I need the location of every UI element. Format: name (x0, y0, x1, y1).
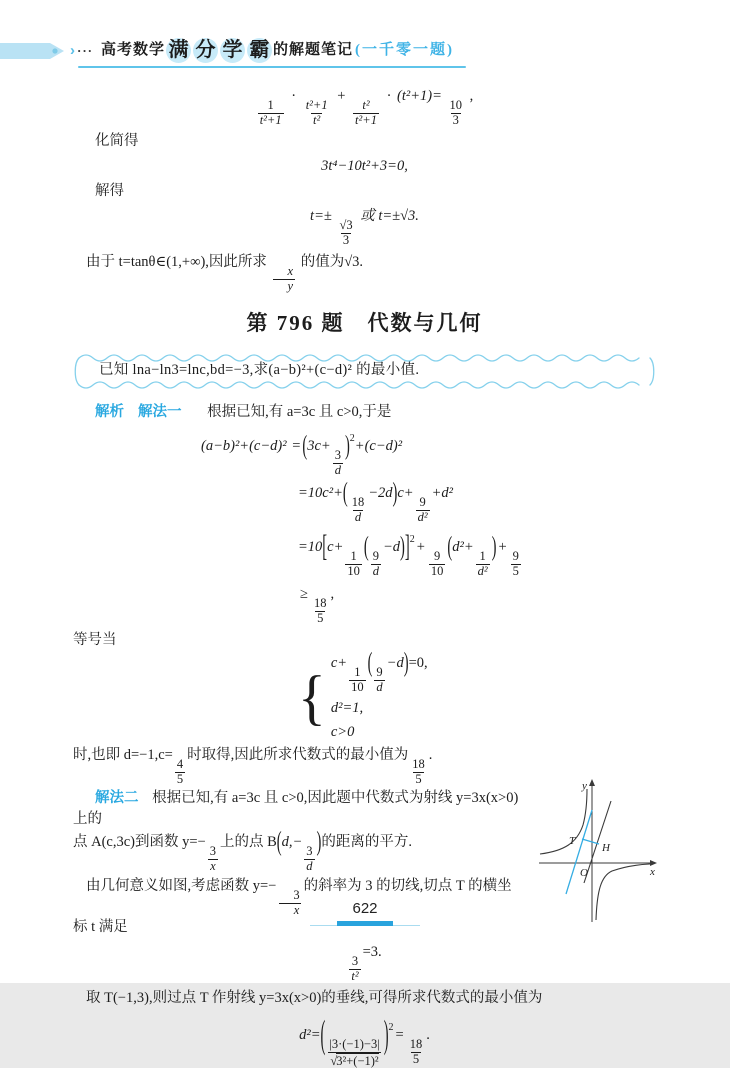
derivation-method1 (201, 428, 656, 625)
header-badge-char: 分 (193, 38, 218, 63)
header-underline (78, 66, 466, 68)
label-origin: O (580, 867, 588, 880)
derivation-line-2: =10c²+( $\frac{18}{d}$ −2d)c+ $\frac{9}{\text{d²}}$ +d² (298, 478, 453, 524)
derivation-line-1: (a−b)²+(c−d)² = (3c+ $\frac{3}{d}$ )$^2$+(c−d)² (201, 431, 403, 478)
text-equality-when: 等号当 (73, 632, 117, 649)
equation-system (298, 648, 656, 742)
method1-intro: 根据已知,有 a=3c 且 c>0,于是 (207, 404, 392, 421)
label-x-axis: x (650, 866, 655, 879)
final-equation: d²=( $\frac{|3\cdot(-1)-3|}{\text{√3²+(−1)²}}$ )$^2$ = $\frac{18}{5}$ . (299, 1014, 430, 1068)
header-title-mid: 的解题笔记 (273, 42, 354, 58)
equation-2: 3t⁴−10t²+3=0, (321, 158, 408, 175)
header-title-prefix: 高考数学 (101, 42, 166, 58)
y-axis-arrow-icon (589, 779, 595, 786)
method1-intro-line (73, 402, 656, 423)
page-number: 622 (352, 900, 378, 917)
hyperbola-left-branch (540, 789, 587, 854)
method2-geometry-line: 由几何意义如图,考虑函数 y=− $\frac{3}{x}$ 的斜率为 3 的切线,切点 T 的横坐标 t 满足 (73, 877, 512, 936)
header-dots: ··· (77, 43, 94, 58)
method2-line-2: 点 A(c,3c)到函数 y=− $\frac{3}{x}$ 上的点 B(d,− $\frac{3}{d}$ )的距离的平方. (73, 827, 413, 874)
chevron-icon: › (70, 42, 75, 59)
label-point-T: T (569, 835, 576, 848)
header-title-paren: (一千零一题) (355, 42, 455, 58)
method2-final-text: 取 T(−1,3),则过点 T 作射线 y=3x(x>0)的垂线,可得所求代数式的最小值为 (86, 989, 543, 1006)
problem-statement: 已知 lna−ln3=lnc,bd=−3,求(a−b)²+(c−d)² 的最小值. (99, 362, 420, 379)
text-simplify: 化简得 (95, 133, 139, 150)
text-conclusion-prev: 由于 t=tanθ∈(1,+∞),因此所求 $\frac{x}{y}$ 的值为√3. (86, 253, 364, 293)
problem-title: 第 796 题 代数与几何 (246, 311, 483, 336)
method2-label: 解法二 (95, 790, 139, 807)
header-badge-char: 学 (220, 38, 245, 63)
label-y-axis: y (582, 780, 587, 793)
header-badge-char: 满 (166, 38, 191, 63)
label-point-H: H (602, 842, 610, 855)
text-solve: 解得 (95, 183, 124, 200)
page-footer (0, 898, 730, 927)
system-eq-1: c+ $\frac{1}{10}$ ( $\frac{9}{d}$ −d)=0, (330, 648, 428, 695)
system-eq-3: c>0 (330, 723, 355, 740)
page-number-underline (310, 921, 420, 927)
equation-1: $\frac{1}{\text{t²+1}}$ · $\frac{\text{t²+1}}{\text{t²}}$ + $\frac{\text{t²}}{\text{t²+1}}$ · (t²+1)= $\frac{10}{3}$ , (259, 88, 474, 127)
method1-label: 解法一 (138, 404, 182, 421)
equation-3: t=± $\frac{√3}{3}$ 或 t=±√3. (310, 208, 419, 248)
header-arrow-icon (0, 40, 68, 62)
page-header (0, 0, 730, 72)
perpendicular-segment (582, 839, 599, 844)
tangent-line (566, 810, 592, 894)
method2-line-1: 解法二 根据已知,有 a=3c 且 c>0,因此题中代数式为射线 y=3x(x>0)上的 (73, 790, 519, 828)
header-badge-char: 霸 (247, 38, 272, 63)
tangent-condition-equation: $\frac{3}{\text{t²}}$ =3. (351, 944, 382, 984)
analysis-label: 解析 (95, 404, 124, 421)
method1-conclusion: 时,也即 d=−1,c= $\frac{4}{5}$ 时取得,因此所求代数式的最小值为 $\frac{18}{5}$ . (73, 746, 433, 786)
problem-box (73, 350, 656, 392)
system-eq-2: d²=1, (330, 699, 364, 716)
derivation-line-3: =10[c+ $\frac{1}{10}$ ( $\frac{9}{d}$ −d)]$^2$ + $\frac{9}{10}$ (d²+ $\frac{1}{\text{d²}}$ ) + $\frac{9}{5}$ (298, 531, 519, 579)
derivation-line-4: ≥ $\frac{18}{5}$ , (300, 585, 335, 625)
system-brace: { (298, 663, 326, 732)
